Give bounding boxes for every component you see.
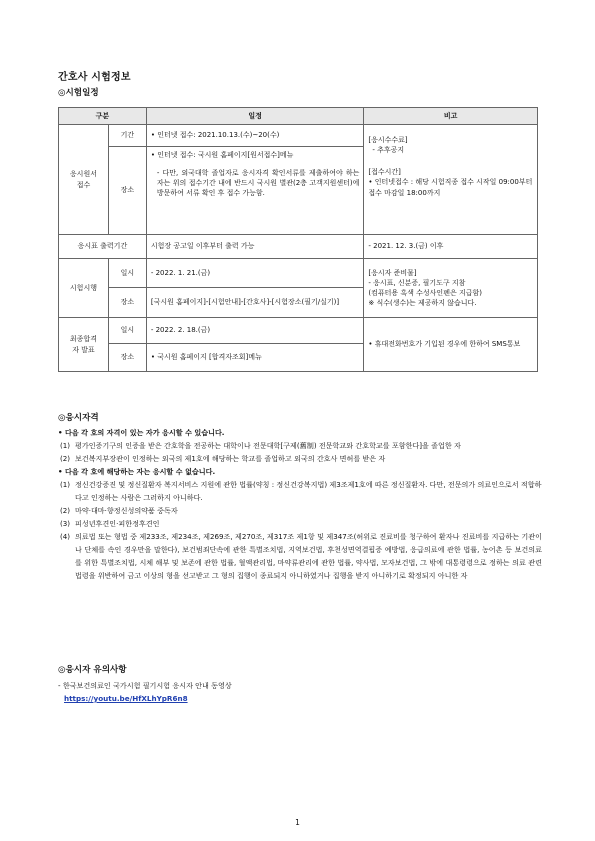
notice-text: - 한국보건의료인 국가시험 필기시험 응시자 안내 동영상 xyxy=(58,681,232,690)
result-note: • 휴대전화번호가 기입된 경우에 한하여 SMS통보 xyxy=(364,318,538,372)
exam-note-pen: (컴퓨터용 흑색 수성사인펜은 지급함) xyxy=(368,289,482,297)
list-item-number: (1) xyxy=(60,480,71,489)
application-note-time: • 인터넷접수 : 해당 시험직종 접수 시작일 09:00부터 접수 마감일 18:00까지 xyxy=(368,178,533,197)
list-item xyxy=(58,530,542,582)
row-label-application: 응시원서 접수 xyxy=(59,125,109,235)
list-item-number: (2) xyxy=(60,506,71,515)
application-note-cell xyxy=(364,125,538,235)
table-header-category: 구분 xyxy=(59,108,147,125)
application-place-detail: - 다만, 외국대학 졸업자로 응시자격 확인서류를 제출하여야 하는 자는 위의 접수기간 내에 반드시 국시원 별관(2층 고객지원센터)에 방문하여 서류 확인 후 접수 가능함. xyxy=(156,169,360,198)
list-item-text: 정신건강증진 및 정신질환자 복지서비스 지원에 관한 법률(약칭 : 정신건강복지법) 제3조제1호에 따른 정신질환자. 다만, 전문의가 의료인으로서 적합하다고 인정하는 사람은 그러하지 아니하다. xyxy=(75,480,542,502)
result-date-value: - 2022. 2. 18.(금) xyxy=(146,318,364,344)
ticket-note: - 2021. 12. 3.(금) 이후 xyxy=(364,235,538,259)
section-heading-schedule: ◎시험일정 xyxy=(58,88,99,98)
application-note-time-title: [접수시간] xyxy=(368,168,401,177)
application-place-cell xyxy=(146,147,364,235)
row-label-ticket: 응시표 출력기간 xyxy=(59,235,147,259)
list-item-number: (2) xyxy=(60,454,71,463)
list-item-text: 피성년후견인·피한정후견인 xyxy=(75,519,160,528)
page-title: 간호사 시험정보 xyxy=(58,72,131,83)
list-item-text: 의료법 또는 형법 중 제233조, 제234조, 제269조, 제270조, 제317조 제1항 및 제347조(허위로 진료비를 청구하여 환자나 진료비를 지급하는 기관이나 단체를 속인 경우만을 말한다), 보건범죄단속에 관한 특별조치법, 지역보건법, 후천성면역결핍증 예방법, 응급의료에 관한 법률, 농어촌 등 보건의료를 위한 특별조치법, 시체 해부 및 보존에 관한 법률, 혈액관리법, 마약류관리에 관한 법률, 약사법, 모자보건법, 그 밖에 대통령령으로 정하는 의료 관련 법령을 위반하여 금고 이상의 형을 선고받고 그 형의 집행이 종료되지 아니하였거나 집행을 받지 아니하기로 확정되지 아니한 자 xyxy=(75,532,542,580)
qualification-block xyxy=(58,426,542,582)
row-label-result: 최종합격 자 발표 xyxy=(59,318,109,372)
application-period-value: • 인터넷 접수: 2021.10.13.(수)~20(수) xyxy=(146,125,364,147)
schedule-table xyxy=(58,107,538,372)
list-item xyxy=(58,478,542,504)
exam-note-water: ※ 식수(생수)는 제공하지 않습니다. xyxy=(368,299,477,308)
exam-place-value: [국시원 홈페이지]-[시험안내]-[간호사]-[시험장소(필기/실기)] xyxy=(146,288,364,318)
section-heading-qualification: ◎응시자격 xyxy=(58,413,99,423)
application-note-fee-title: [응시수수료] xyxy=(368,136,408,144)
sublabel-application-period: 기간 xyxy=(108,125,146,147)
list-item xyxy=(58,504,542,517)
qualification-eligible-heading: • 다음 각 호의 자격이 있는 자가 응시할 수 있습니다. xyxy=(58,428,225,437)
sublabel-application-place: 장소 xyxy=(108,147,146,235)
exam-date-value: - 2022. 1. 21.(금) xyxy=(146,259,364,288)
list-item-text: 평가인증기구의 인증을 받은 간호학을 전공하는 대학이나 전문대학[구제(舊制) 전문학교와 간호학교를 포함한다]을 졸업한 자 xyxy=(75,441,461,450)
sublabel-result-date: 일시 xyxy=(108,318,146,344)
page-number: 1 xyxy=(295,818,300,827)
section-heading-notice: ◎응시자 유의사항 xyxy=(58,665,127,675)
application-place-value: • 인터넷 접수: 국시원 홈페이지[원서접수]메뉴 xyxy=(150,151,294,159)
sublabel-exam-place: 장소 xyxy=(108,288,146,318)
table-header-note: 비고 xyxy=(364,108,538,125)
exam-note-items: - 응시표, 신분증, 필기도구 지참 xyxy=(368,278,466,287)
list-item xyxy=(58,452,542,465)
list-item-number: (3) xyxy=(60,519,71,528)
list-item-number: (4) xyxy=(60,532,71,541)
table-header-schedule: 일정 xyxy=(146,108,364,125)
list-item xyxy=(58,439,542,452)
sublabel-exam-date: 일시 xyxy=(108,259,146,288)
row-label-exam: 시험시행 xyxy=(59,259,109,318)
sublabel-result-place: 장소 xyxy=(108,344,146,372)
list-item-text: 보건복지부장관이 인정하는 외국의 제1호에 해당하는 학교를 졸업하고 외국의 간호사 면허를 받은 자 xyxy=(75,454,386,463)
video-link[interactable]: https://youtu.be/HfXLhYpR6n8 xyxy=(64,694,188,703)
qualification-ineligible-heading: • 다음 각 호에 해당하는 자는 응시할 수 없습니다. xyxy=(58,467,216,476)
ticket-value: 시험장 공고일 이후부터 출력 가능 xyxy=(146,235,364,259)
list-item xyxy=(58,517,542,530)
exam-note-title: [응시자 준비물] xyxy=(368,268,417,277)
list-item-text: 마약·대마·향정신성의약품 중독자 xyxy=(75,506,178,515)
application-note-fee: - 추후공지 xyxy=(372,146,405,155)
exam-note-cell xyxy=(364,259,538,318)
list-item-number: (1) xyxy=(60,441,71,450)
result-place-value: • 국시원 홈페이지 [합격자조회]메뉴 xyxy=(146,344,364,372)
